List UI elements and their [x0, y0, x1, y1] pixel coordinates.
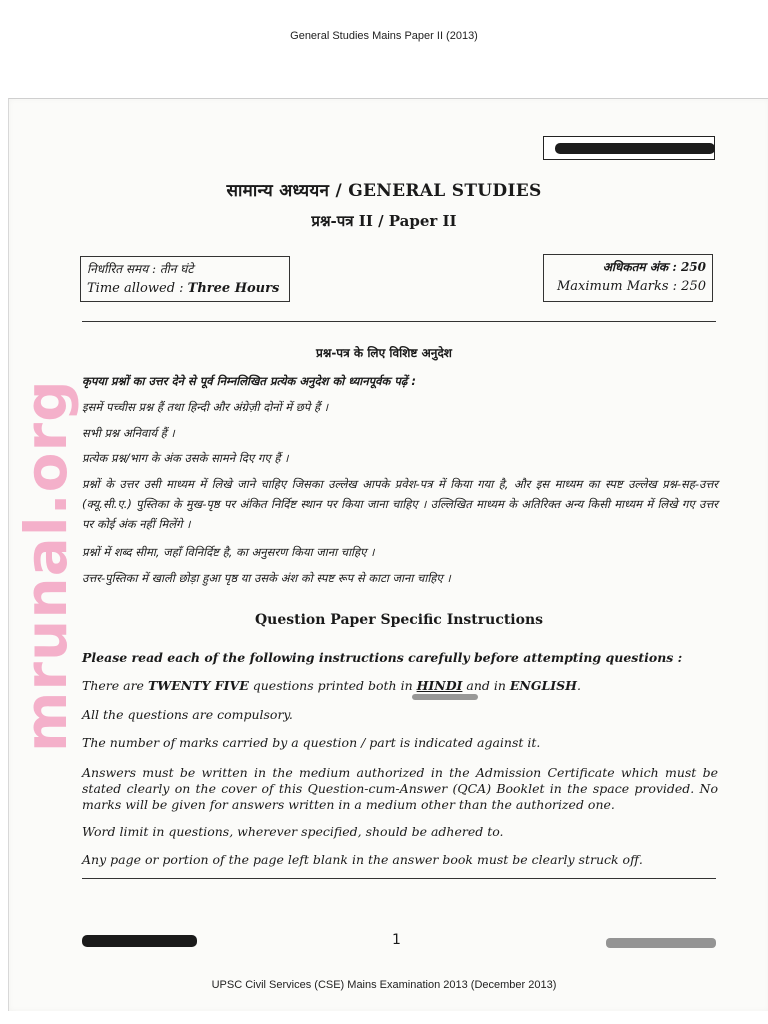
watermark: mrunal.org: [12, 379, 80, 752]
time-allowed-box: [80, 256, 290, 302]
instruction-text: There are: [82, 678, 148, 693]
hindi-instruction: प्रत्येक प्रश्न/भाग के अंक उसके सामने दिए गए हैं ।: [82, 451, 289, 465]
divider-top: [82, 321, 716, 322]
maximum-marks-box: [543, 254, 713, 302]
redaction-mark: [555, 143, 715, 154]
instruction-emphasis: ENGLISH: [509, 678, 577, 693]
hindi-instruction: प्रश्नों में शब्द सीमा, जहाँ विनिर्दिष्ट है, का अनुसरण किया जाना चाहिए ।: [82, 545, 375, 559]
redaction-mark: [606, 938, 716, 948]
instruction-text: .: [576, 678, 581, 693]
paper-subtitle: प्रश्न-पत्र II / Paper II: [311, 212, 457, 230]
footer-caption: UPSC Civil Services (CSE) Mains Examination 2013 (December 2013): [211, 979, 557, 991]
instruction-text: and in: [462, 678, 510, 693]
english-instruction: The number of marks carried by a question / part is indicated against it.: [82, 735, 541, 750]
english-instruction: [82, 678, 718, 694]
hindi-instruction: प्रश्नों के उत्तर उसी माध्यम में लिखे जाने चाहिए जिसका उल्लेख आपके प्रवेश-पत्र में किया गया है, और इस माध्यम का स्पष्ट उल्लेख प्रश्न-सह-उत्तर (क्यू.सी.ए.) पुस्तिका के मुख-पृष्ठ पर अंकित निर्दिष्ट स्थान पर किया जाना चाहिए । उल्लिखित माध्यम के अतिरिक्त अन्य किसी माध्यम में लिखे गए उत्तर पर कोई अंक नहीं मिलेंगे ।: [82, 477, 718, 531]
page-title: सामान्य अध्ययन / GENERAL STUDIES: [226, 181, 542, 201]
maximum-marks-hindi: अधिकतम अंक : 250: [602, 260, 706, 274]
english-instruction: Answers must be written in the medium authorized in the Admission Certificate which must be stated clearly on the cover of this Question-cum-Answer (QCA) Booklet in the space provided. No marks will be given for answers written in a medium other than the authorized one.: [82, 765, 718, 812]
hindi-instructions-heading: प्रश्न-पत्र के लिए विशिष्ट अनुदेश: [316, 346, 452, 360]
time-allowed-label: Time allowed :: [87, 281, 188, 296]
english-instruction: Word limit in questions, wherever specified, should be adhered to.: [82, 824, 504, 839]
header-caption: General Studies Mains Paper II (2013): [290, 30, 478, 42]
hindi-instruction: इसमें पच्चीस प्रश्न हैं तथा हिन्दी और अंग्रेज़ी दोनों में छपे हैं ।: [82, 400, 329, 414]
page-number: 1: [392, 932, 401, 948]
hindi-instruction: कृपया प्रश्नों का उत्तर देने से पूर्व निम्नलिखित प्रत्येक अनुदेश को ध्यानपूर्वक पढ़ें :: [82, 374, 417, 388]
instruction-emphasis: HINDI: [416, 678, 463, 693]
instruction-text: questions printed both in: [248, 678, 417, 693]
english-instructions-intro: Please read each of the following instructions carefully before attempting questions :: [82, 650, 683, 665]
hindi-instruction: उत्तर-पुस्तिका में खाली छोड़ा हुआ पृष्ठ या उसके अंश को स्पष्ट रूप से काटा जाना चाहिए ।: [82, 571, 451, 585]
time-allowed-english: [87, 279, 283, 299]
ink-smudge: [412, 694, 478, 700]
english-instruction: All the questions are compulsory.: [82, 707, 293, 722]
redaction-mark: [82, 935, 197, 947]
time-allowed-value: Three Hours: [187, 281, 280, 296]
instruction-emphasis: TWENTY FIVE: [147, 678, 249, 693]
divider-bottom: [82, 878, 716, 879]
time-allowed-hindi: निर्धारित समय : तीन घंटे: [87, 262, 194, 276]
maximum-marks-english: Maximum Marks : 250: [557, 279, 706, 294]
english-instruction: Any page or portion of the page left blank in the answer book must be clearly struck off.: [82, 852, 643, 867]
hindi-instruction: सभी प्रश्न अनिवार्य हैं ।: [82, 426, 175, 440]
english-instructions-heading: Question Paper Specific Instructions: [254, 612, 544, 628]
